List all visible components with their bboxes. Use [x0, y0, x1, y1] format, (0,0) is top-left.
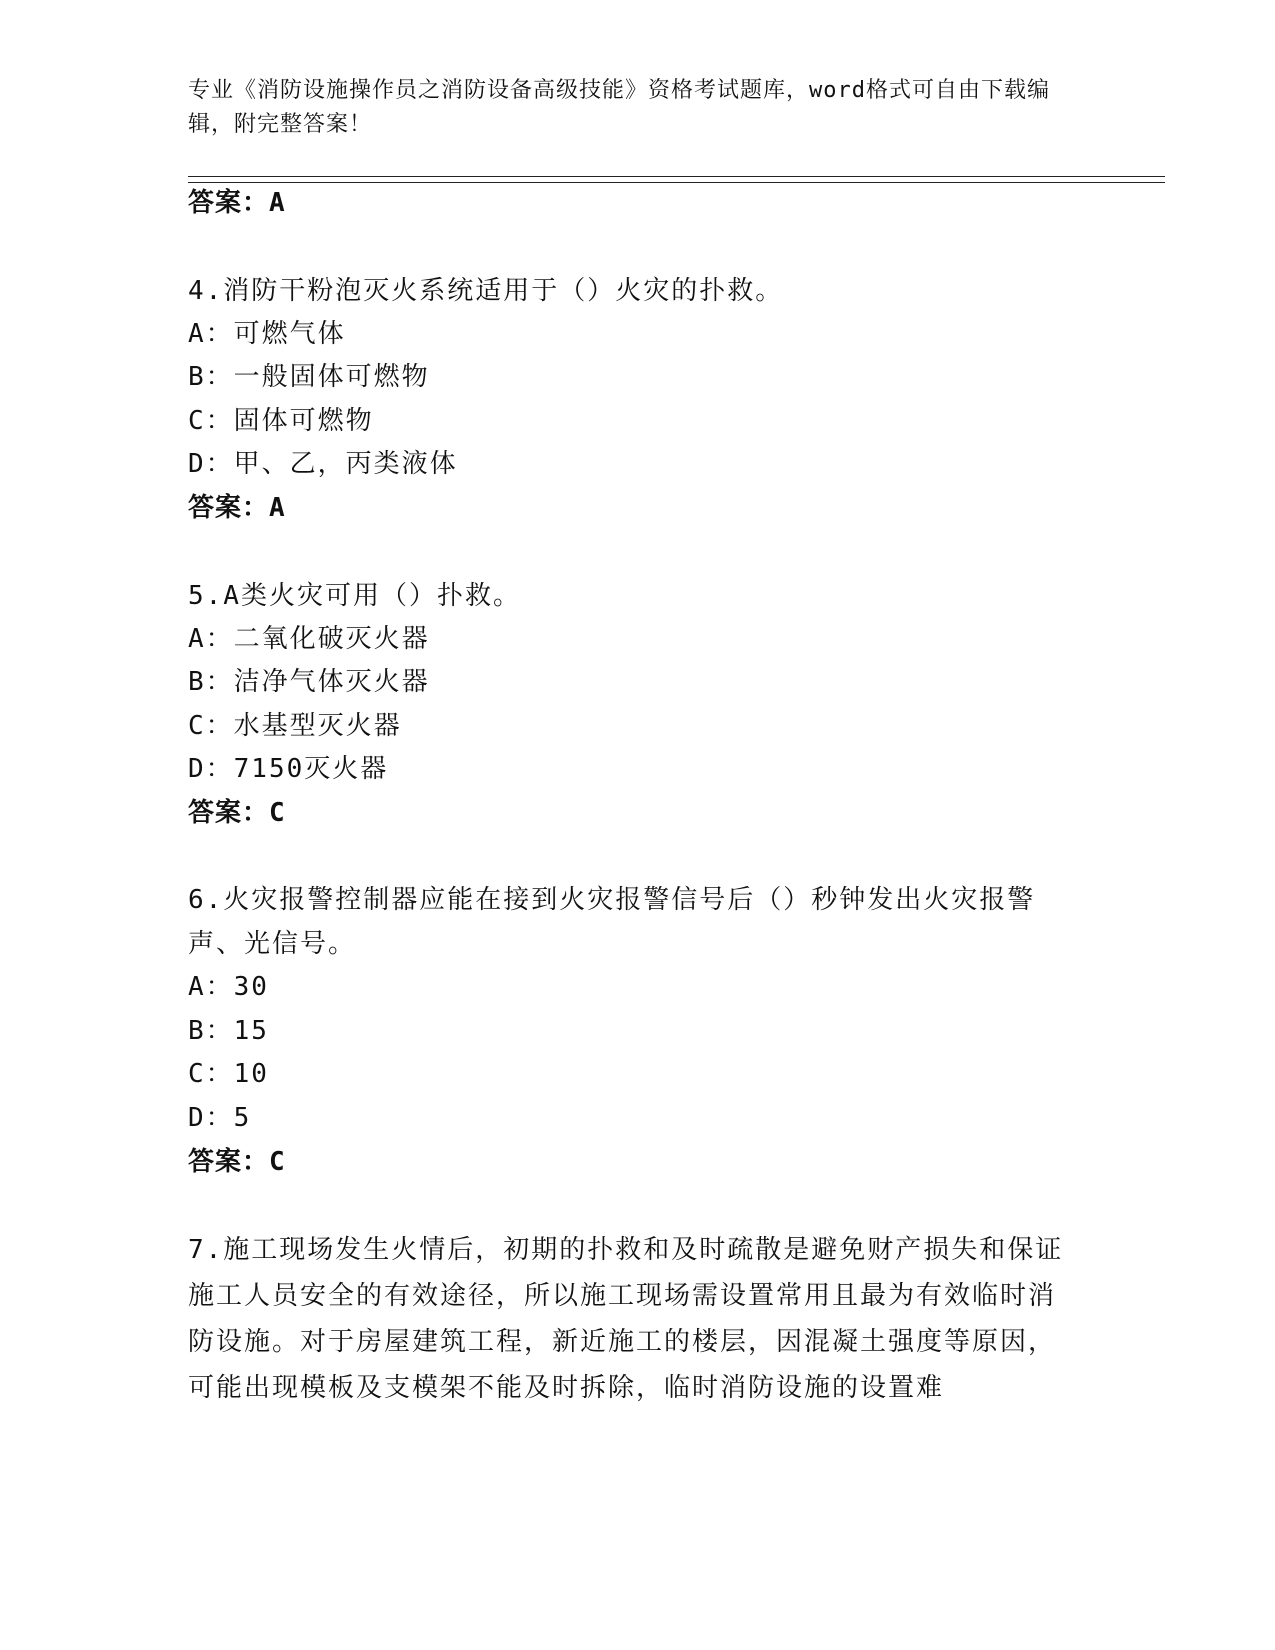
question-stem: 5.A类火灾可用（）扑救。	[188, 581, 521, 611]
header-divider	[188, 176, 1165, 177]
document-header: 专业《消防设施操作员之消防设备高级技能》资格考试题库，word格式可自由下载编辑，附完整答案！	[188, 78, 1050, 137]
option-c: C：水基型灭火器	[188, 711, 402, 741]
question-stem: 6.火灾报警控制器应能在接到火灾报警信号后（）秒钟发出火灾报警	[188, 885, 1036, 915]
answer-label: 答案：C	[188, 1147, 286, 1177]
answer-label: 答案：A	[188, 188, 286, 218]
answer-label: 答案：C	[188, 798, 286, 828]
answer-label: 答案：A	[188, 493, 286, 523]
option-b: B：一般固体可燃物	[188, 362, 430, 392]
question-stem: 7.施工现场发生火情后，初期的扑救和及时疏散是避免财产损失和保证施工人员安全的有效途径，所以施工现场需设置常用且最为有效临时消防设施。对于房屋建筑工程，新近施工的楼层，因混凝土强度等原因，可能出现模板及支模架不能及时拆除，临时消防设施的设置难	[188, 1235, 1064, 1403]
option-b: B：洁净气体灭火器	[188, 667, 430, 697]
option-a: A：二氧化破灭火器	[188, 624, 430, 654]
option-d: D：甲、乙，丙类液体	[188, 449, 458, 479]
option-d: D：7150灭火器	[188, 754, 389, 784]
question-stem-continued: 声、光信号。	[188, 929, 357, 959]
option-b: B：15	[188, 1016, 269, 1046]
option-d: D：5	[188, 1103, 252, 1133]
option-c: C：固体可燃物	[188, 406, 374, 436]
option-c: C：10	[188, 1059, 269, 1089]
header-divider-double	[188, 182, 1165, 183]
option-a: A：30	[188, 972, 269, 1002]
option-a: A：可燃气体	[188, 319, 346, 349]
question-stem: 4.消防干粉泡灭火系统适用于（）火灾的扑救。	[188, 276, 784, 306]
